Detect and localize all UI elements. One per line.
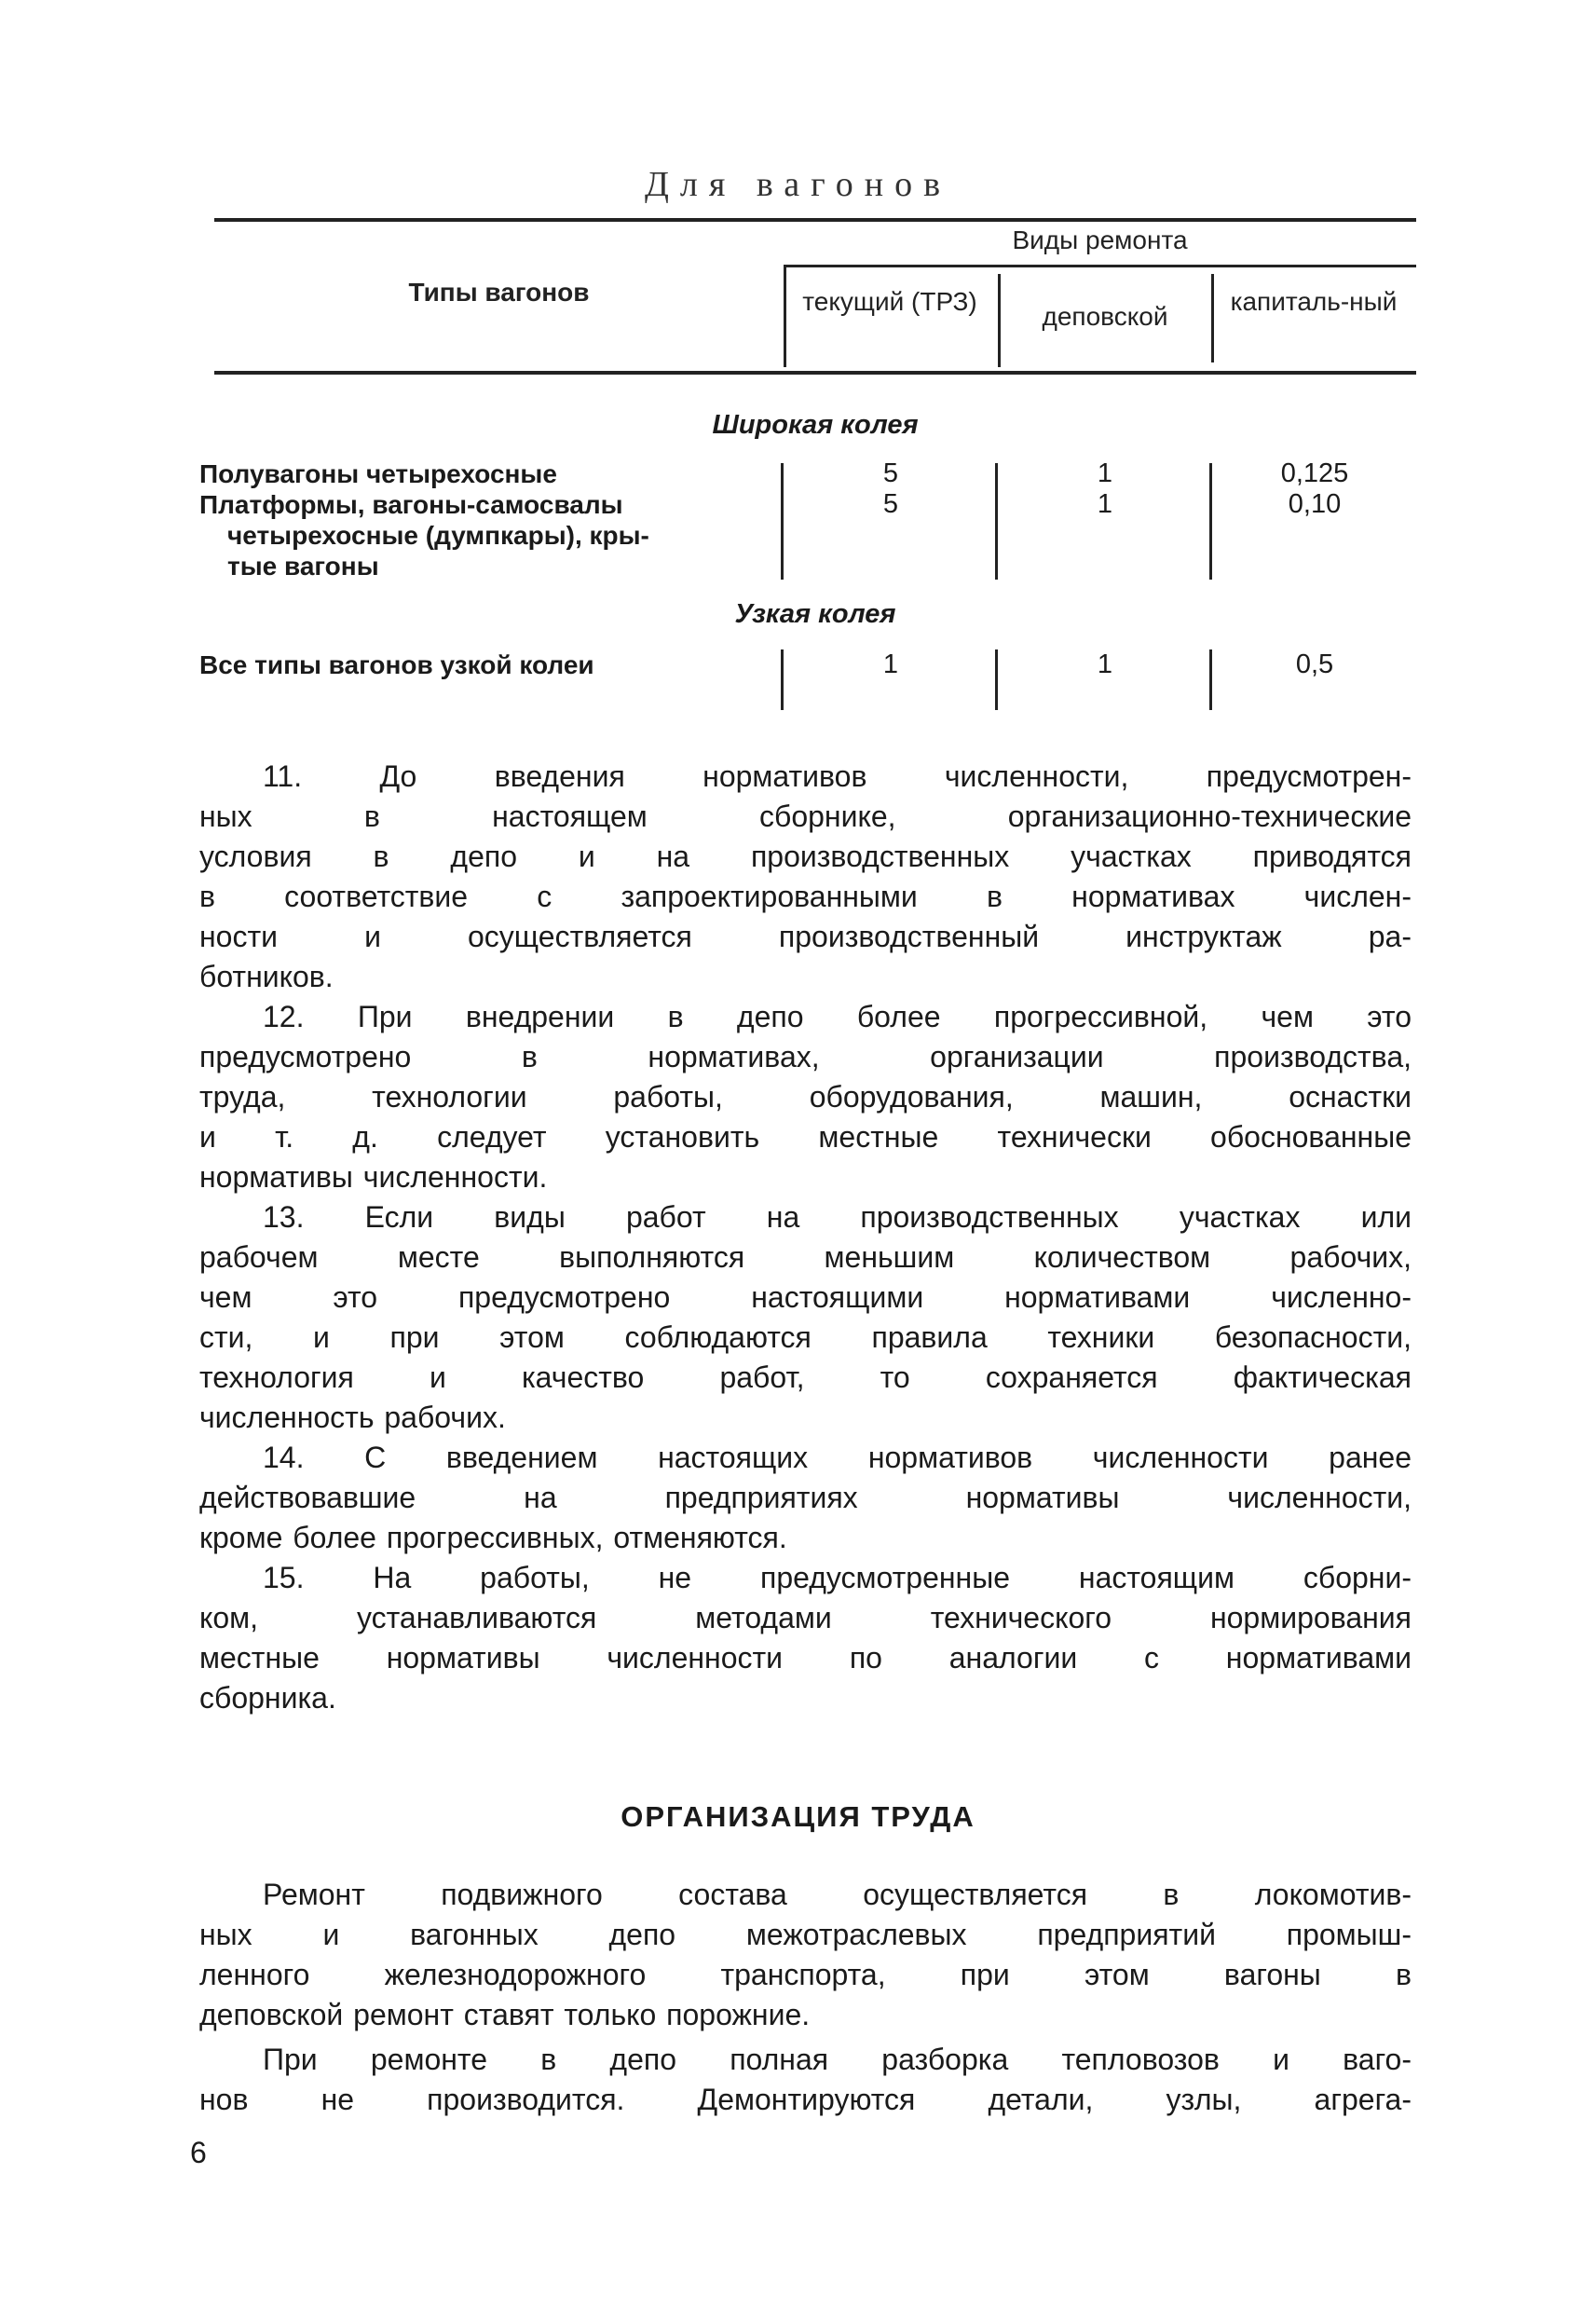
row-type: Полувагоны четырехосные <box>199 459 557 488</box>
paragraph-line: ком, устанавливаются методами технического нормирования <box>199 1601 1412 1634</box>
paragraph-line: сти, и при этом соблюдаются правила техники безопасности, <box>199 1320 1412 1354</box>
paragraph-line: нормативы численности. <box>199 1160 548 1194</box>
paragraph-line: 11. До введения нормативов численности, предусмотрен- <box>263 759 1412 793</box>
paragraph-line: ных и вагонных депо межотраслевых предприятий промыш- <box>199 1918 1412 1951</box>
paragraph-line: условия в депо и на производственных участках приводятся <box>199 840 1412 873</box>
paragraph-line: При ремонте в депо полная разборка тепловозов и ваго- <box>263 2043 1412 2076</box>
section-paragraphs <box>199 1875 1412 2120</box>
page-number: 6 <box>190 2136 207 2169</box>
group-rule <box>785 265 1416 267</box>
paragraph <box>199 757 1412 997</box>
cell-value: 0,5 <box>1295 649 1334 679</box>
row-type: Все типы вагонов узкой колеи <box>199 650 594 679</box>
col-header-current: текущий (ТРЗ) <box>802 287 977 316</box>
col-divider <box>1211 274 1214 362</box>
paragraph-line: местные нормативы численности по аналогии с нормативами <box>199 1641 1412 1674</box>
paragraph-line: ности и осуществляется производственный инструктаж ра- <box>199 920 1412 953</box>
paragraph-line: действовавшие на предприятиях нормативы численности, <box>199 1481 1412 1514</box>
table-header-rule <box>214 371 1416 375</box>
col-divider <box>781 649 784 710</box>
cell-value: 1 <box>1097 489 1113 519</box>
section-heading: ОРГАНИЗАЦИЯ ТРУДА <box>621 1800 975 1833</box>
paragraph-line: рабочем месте выполняются меньшим количеством рабочих, <box>199 1240 1412 1274</box>
paragraph-line: 12. При внедрении в депо более прогрессивной, чем это <box>263 1000 1412 1033</box>
col-divider <box>781 463 784 580</box>
paragraph-line: труда, технологии работы, оборудования, машин, оснастки <box>199 1080 1412 1114</box>
paragraph-line: нов не производится. Демонтируются детали, узлы, агрега- <box>199 2083 1412 2116</box>
col-group-header: Виды ремонта <box>1012 226 1188 254</box>
cell-value: 0,125 <box>1280 458 1349 488</box>
table-title: Для вагонов <box>644 165 952 204</box>
row-type-cont: тые вагоны <box>227 552 379 581</box>
paragraph-line: деповской ремонт ставят только порожние. <box>199 1998 811 2031</box>
paragraph-line: технология и качество работ, то сохраняется фактическая <box>199 1360 1412 1394</box>
cell-value: 5 <box>882 489 899 519</box>
paragraph <box>199 2040 1412 2120</box>
paragraph-line: в соответствие с запроектированными в нормативах числен- <box>199 880 1412 913</box>
row-type-cont: четырехосные (думпкары), кры- <box>227 521 649 550</box>
cell-value: 1 <box>882 649 899 679</box>
paragraph-line: сборника. <box>199 1681 336 1715</box>
section-narrow-gauge: Узкая колея <box>734 599 896 629</box>
paragraph-line: и т. д. следует установить местные технически обоснованные <box>199 1120 1412 1154</box>
paragraph-line: предусмотрено в нормативах, организации производства, <box>199 1040 1412 1073</box>
col-divider <box>995 463 998 580</box>
paragraph <box>199 1438 1412 1558</box>
paragraph-line: 13. Если виды работ на производственных участках или <box>263 1200 1412 1234</box>
paragraph <box>199 997 1412 1197</box>
paragraph-line: кроме более прогрессивных, отменяются. <box>199 1521 787 1554</box>
paragraph-line: ботников. <box>199 960 334 993</box>
paragraph-line: ленного железнодорожного транспорта, при этом вагоны в <box>199 1958 1412 1991</box>
col-divider <box>998 274 1001 367</box>
col-header-depot: деповской <box>1042 302 1168 331</box>
paragraph <box>199 1875 1412 2035</box>
col-divider <box>995 649 998 710</box>
paragraph-line: чем это предусмотрено настоящими нормативами численно- <box>199 1280 1412 1314</box>
col-divider <box>1209 463 1212 580</box>
table-top-rule <box>214 218 1416 222</box>
paragraph-line: 14. С введением настоящих нормативов численности ранее <box>263 1441 1412 1474</box>
cell-value: 0,10 <box>1288 489 1342 519</box>
col-divider <box>1209 649 1212 710</box>
cell-value: 5 <box>882 458 899 488</box>
col-divider <box>784 265 786 367</box>
row-type: Платформы, вагоны-самосвалы <box>199 490 623 519</box>
cell-value: 1 <box>1097 458 1113 488</box>
numbered-paragraphs <box>199 757 1412 1718</box>
paragraph <box>199 1558 1412 1718</box>
paragraph-line: ных в настоящем сборнике, организационно-технические <box>199 800 1412 833</box>
paragraph <box>199 1197 1412 1438</box>
paragraph-line: 15. На работы, не предусмотренные настоящим сборни- <box>263 1561 1412 1594</box>
cell-value: 1 <box>1097 649 1113 679</box>
col-header-capital: капиталь-ный <box>1230 287 1398 316</box>
paragraph-line: Ремонт подвижного состава осуществляется в локомотив- <box>263 1878 1412 1911</box>
paragraph-line: численность рабочих. <box>199 1401 506 1434</box>
section-wide-gauge: Широкая колея <box>712 410 919 440</box>
col-header-types: Типы вагонов <box>408 278 590 307</box>
